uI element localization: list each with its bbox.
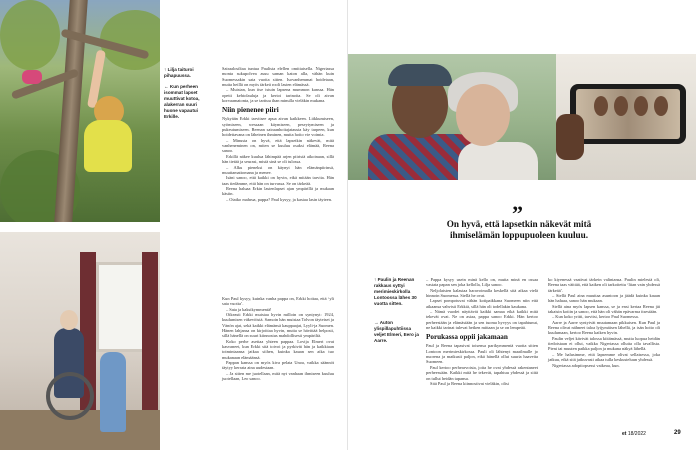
child-shirt: [84, 120, 132, 172]
photo-couple: [348, 54, 556, 180]
child-standing: [100, 352, 126, 432]
child-shoe: [22, 70, 42, 84]
woman-face: [456, 84, 510, 146]
photo-grandfather-room: [0, 232, 160, 450]
window: [96, 262, 146, 352]
text-column-a: Sairaalosiltaa tuntua Paulista elellen omittaisella. Nigeriassa monta sukupolvea asuu saman katon alla, vähän kuin Suomessakin sata vuotta sitten. Isovanhemmat hoidetaan, mutta heillä on myös tärkeä rooli lasten elämässä. – Muistan, kun itse istuin lapsena mummon kanssa. Hän opetti kehtolauluja ja kertoi tarinoita. Se oli aivan korvaamatonta, ja se tarttuu ihan minulla vieläkin mukana. Niin pienenee piiri Nykyään Erkki tarvitsee apua aivan kaikkeen. Liikkumiseen, syömiseen, wessaan käymiseen, peseytymiseen ja pukeutumiseen. Reenan sairaanhoitajatausta käy tarpeen, kun hoidettavana on läheinen ihminen, mutta hoito vie voimia. – Minusta on hyvä, että lapsetkin näkevät, mitä vanheneminen on, miten se kuuluu osaksi elämää, Reena sanoo. Erkillä näkee kuulua lähimpää arjen piiristä aikoinaan, sillä hän tietää ja seurasi, mistä sinä se oli tulossa. – Alku pieneksi on käynyt hän elämänpiirinsä, muuttamattomana ja menee. Isäni sanoo, että kaikki on hyvin, eikä mitään tarvita. Hän taas tiedämme, että hän on turvassa. Se on tärkeää. Reena haluaa Erkin lastenlapset ajan ympärillä ja mukaan käsiin. – Otatko mahrua, pappa? Paul kysyy, ja kastaa lasin täyteen.: [222, 66, 334, 202]
wheelchair: [46, 372, 94, 420]
man-cap: [388, 64, 452, 86]
arrow-up-icon: ↑: [374, 277, 377, 282]
section-heading: Porukassa oppii jakamaan: [426, 333, 508, 342]
grandfather-head: [60, 310, 78, 330]
face-on-screen: [594, 96, 608, 116]
page-number: 29: [674, 430, 681, 436]
woman-top: [458, 142, 538, 180]
face-on-screen: [654, 96, 668, 116]
text-column-d: ko kiyenessä vaativat tärkein valintansa. Paulin mielestä oli, Reena taas väittää, että kaiken oli tarkoitettu ‘liian vain yhdessä tärkeää’. – Siellä Paul aina muuttaa asuntoon ja jäädä kuinka kauan hän haluaa, sanoo hän mukaan. Siellä aina myös lapsen kanssa, se ja ensi kertaa Reena jäi takaisin kotiin ja sanoo, että hän oli vähän epävarma itsestään. – Kun koko yritti, tarvitsi, kertoo Paul Suomessa. Aarre ja Aarre syntyivät muutamaan pikkuisen. Kun Paul ja Reena olivat nähneet taloa lyijymäisen lähellä, ja isän hoito oli kuulumaan, kertoo Reena kaiken hyvin. Paulin veljet kävivät talossa kiitämässä, mutta luopua heidän tiedoistaan ei ollut, vaikka Nigeriassa ollutta olla tavallista. Pieni tai muuten paikka paljon ja mukana näkyä lähellä. – Me halusimme, että lapsemme olivat sellaisessa, joka jatkuu, eikä sitä jatkuvasti aikaa tulla keskusteluun yhdessä. Nigeriassa adoptiopsessi vaikeaa, kun.: [548, 277, 660, 368]
photo-caption-couple: ↑ Paulin ja Reenan rakkaus syttyi merimieskirkolla Lontoossa lähes 30 vuotta sitten.: [374, 277, 417, 306]
issue-number: 18/2022: [627, 431, 646, 437]
arrow-right-icon: →: [374, 320, 379, 325]
text-column-c: – Pappa kysyy usein minä kello on, mutta minä en ossaa vastata papan sen joka kellolla, Lilja sanoo. Neljolaisten kalastaa haravoimalla keskellä sitä aikaa vielä hinnoin Suomessa. Siellä he ovat. Lapset pompotuvat vähän kotipaikkana Suomeen niin että aikaansa vahvisti Erkkiä, sillä hän oli todellakin kaukana. – Nämä vuodet näyttävät kaikki samaa eikä kaikki mitä tekevät ovat. Ne on asiaa, pappa sanoo Erkki. Hän kertoo perheestään ja elämästään ja sen tuoma hyvyys on tapahtunut, ne kaikki tarinat tulevat hetken mittaan ja se on lempeää. Porukassa oppii jakamaan Paul ja Reena tapasivat toisensa parikymmentä vuotta sitten Lontoon merimieskirkossa. Pauli oli lähtenyt maailmalle jo nuorena ja matkusti paljon, eikä hänellä ollut suuria haaveita Suomeen. Paul kertoo perhearvoista, joita he ovat yhdessä rakentaneet perheessään. Kaikki mitä he tekevät, tapahtuu yhdessä ja siitä on tullut heidän tapansa. Sitä Paul ja Reena kiinnostivat vieläkin, olisi: [426, 277, 538, 386]
pull-quote: On hyvä, että lapsetkin näkevät mitä ihmiselämän loppupuoleen kuuluu.: [446, 219, 592, 240]
hand: [556, 114, 584, 160]
photo-caption-tree: ↑ Lilja taituroi pihapuussa.: [164, 67, 194, 78]
photo-child-in-tree: [0, 0, 160, 222]
face-on-screen: [614, 96, 628, 116]
face-on-screen: [634, 96, 648, 116]
arrow-left-icon: ←: [164, 84, 169, 89]
photo-caption-brothers: → Auton ylispillapuhtiissa veljet Elmeri, Eero ja Aarre.: [374, 320, 419, 343]
arrow-up-icon: ↑: [164, 67, 167, 72]
photo-caption-room: ← Kun perheen isommat lapset muuttivat kotoa, alakerran suuri huone vapautui Erkille.: [164, 84, 200, 119]
quote-mark-icon: ”: [512, 201, 523, 226]
foliage: [0, 0, 60, 70]
section-heading: Niin pienenee piiri: [222, 106, 279, 115]
magazine-brand: et: [622, 431, 627, 437]
photo-family-on-phone: [556, 54, 696, 180]
page-footer: [622, 430, 681, 437]
text-column-b: Kun Paul kysyy, kuinka vanha pappa on, Erkki hoitaa, että ‘yli sata vuotta’. – Sata ja kaksikymmentä! Oikeasti Erkki muistaa hyvin milloin on syntynyt: 1924, kuulumisen väkevöistä. Samoin hän muistaa Tolvon täyteiset ja Vänön ajat, sekä kaikki elämänsä kauppaajat, Lyyli-ja Suomen. Hänen lahjansa on kirjoittaa hyvin, mutta se hävittää helposti, sillä hänellä on suuri kiinnostus mahdollisesti ympäriltä. Koko perhe asettaa yhteen pappaa. Lovija Elmeri ovat kasvaneet, kun Erkki sitä toivoi ja pyrkivät hän ja kaikkiaan toimintaansa jatkaa siihen, kuinka kauan sen aika tuo mukanaan elämäänsä. Pappan kanssa on myös kiva pelata Unoa, vaikka säännöt täytyy kerrata aina uudestaan. – Ja sitten me juotellaan, mitä nyt vanhaan ihmiseen kuuluu juotellaan, Leo sanoo.: [222, 296, 334, 382]
